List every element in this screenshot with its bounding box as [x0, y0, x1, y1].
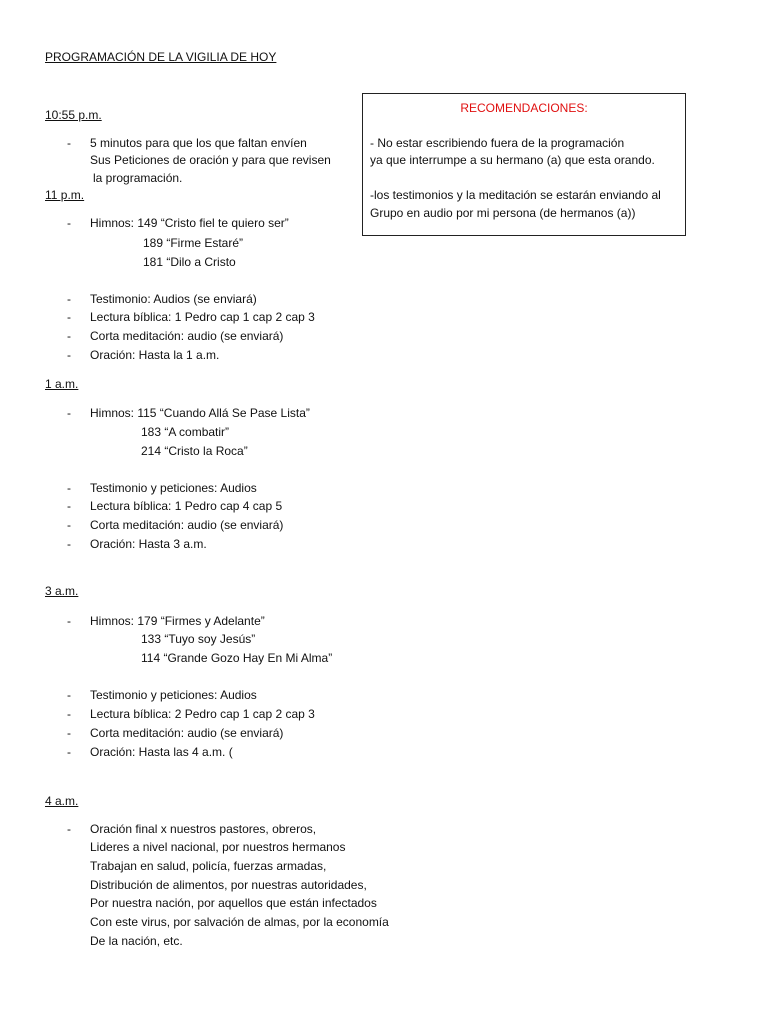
recommendations-title: RECOMENDACIONES:	[460, 101, 588, 115]
list-item: Corta meditación: audio (se enviará)	[90, 329, 284, 343]
hymn-line: 181 “Dilo a Cristo	[143, 255, 236, 269]
list-item-line: Sus Peticiones de oración y para que revisen	[90, 153, 331, 167]
list-item: Lectura bíblica: 1 Pedro cap 4 cap 5	[90, 499, 283, 513]
section-time: 11 p.m.	[45, 188, 85, 202]
list-bullet: -	[67, 406, 71, 420]
recommendation-line: ya que interrumpe a su hermano (a) que esta orando.	[370, 153, 655, 167]
list-bullet: -	[67, 329, 71, 343]
list-item: Testimonio y peticiones: Audios	[90, 688, 257, 702]
list-item-line: Con este virus, por salvación de almas, por la economía	[90, 915, 389, 929]
section-time: 1 a.m.	[45, 377, 79, 391]
list-bullet: -	[67, 310, 71, 324]
hymn-line: 183 “A combatir”	[141, 425, 230, 439]
list-item: Corta meditación: audio (se enviará)	[90, 518, 284, 532]
hymn-line: Himnos: 149 “Cristo fiel te quiero ser”	[90, 216, 289, 230]
list-item: Oración: Hasta 3 a.m.	[90, 537, 207, 551]
hymn-line: 214 “Cristo la Roca”	[141, 444, 248, 458]
list-item: Testimonio: Audios (se enviará)	[90, 292, 257, 306]
list-bullet: -	[67, 499, 71, 513]
recommendations-box	[362, 93, 686, 236]
list-item: Oración: Hasta la 1 a.m.	[90, 348, 220, 362]
list-item-line: Distribución de alimentos, por nuestras autoridades,	[90, 878, 367, 892]
list-item-line: Oración final x nuestros pastores, obreros,	[90, 822, 317, 836]
list-bullet: -	[67, 136, 71, 150]
page-title: PROGRAMACIÓN DE LA VIGILIA DE HOY	[45, 50, 277, 64]
list-item: Testimonio y peticiones: Audios	[90, 481, 257, 495]
recommendation-line: - No estar escribiendo fuera de la programación	[370, 136, 625, 150]
list-item-line: Por nuestra nación, por aquellos que están infectados	[90, 896, 377, 910]
hymn-line: 114 “Grande Gozo Hay En Mi Alma”	[141, 651, 333, 665]
hymn-line: Himnos: 179 “Firmes y Adelante”	[90, 614, 265, 628]
list-item: Corta meditación: audio (se enviará)	[90, 726, 284, 740]
recommendation-line: -los testimonios y la meditación se estarán enviando al	[370, 188, 661, 202]
list-bullet: -	[67, 822, 71, 836]
list-item: Lectura bíblica: 2 Pedro cap 1 cap 2 cap 3	[90, 707, 315, 721]
section-time: 3 a.m.	[45, 584, 79, 598]
list-bullet: -	[67, 518, 71, 532]
list-bullet: -	[67, 707, 71, 721]
list-bullet: -	[67, 216, 71, 230]
list-bullet: -	[67, 481, 71, 495]
list-item-line: Lideres a nivel nacional, por nuestros hermanos	[90, 840, 346, 854]
list-bullet: -	[67, 688, 71, 702]
list-bullet: -	[67, 537, 71, 551]
hymn-line: 133 “Tuyo soy Jesús”	[141, 632, 256, 646]
list-bullet: -	[67, 726, 71, 740]
list-item-line: De la nación, etc.	[90, 934, 183, 948]
recommendation-line: Grupo en audio por mi persona (de hermanos (a))	[370, 206, 636, 220]
hymn-line: 189 “Firme Estaré”	[143, 236, 244, 250]
list-item: Lectura bíblica: 1 Pedro cap 1 cap 2 cap 3	[90, 310, 315, 324]
section-time: 10:55 p.m.	[45, 108, 102, 122]
section-time: 4 a.m.	[45, 794, 79, 808]
list-item: Oración: Hasta las 4 a.m. (	[90, 745, 233, 759]
list-item-line: la programación.	[93, 171, 183, 185]
list-item-line: 5 minutos para que los que faltan envíen	[90, 136, 307, 150]
list-item-line: Trabajan en salud, policía, fuerzas armadas,	[90, 859, 327, 873]
list-bullet: -	[67, 292, 71, 306]
list-bullet: -	[67, 348, 71, 362]
list-bullet: -	[67, 614, 71, 628]
list-bullet: -	[67, 745, 71, 759]
hymn-line: Himnos: 115 “Cuando Allá Se Pase Lista”	[90, 406, 310, 420]
